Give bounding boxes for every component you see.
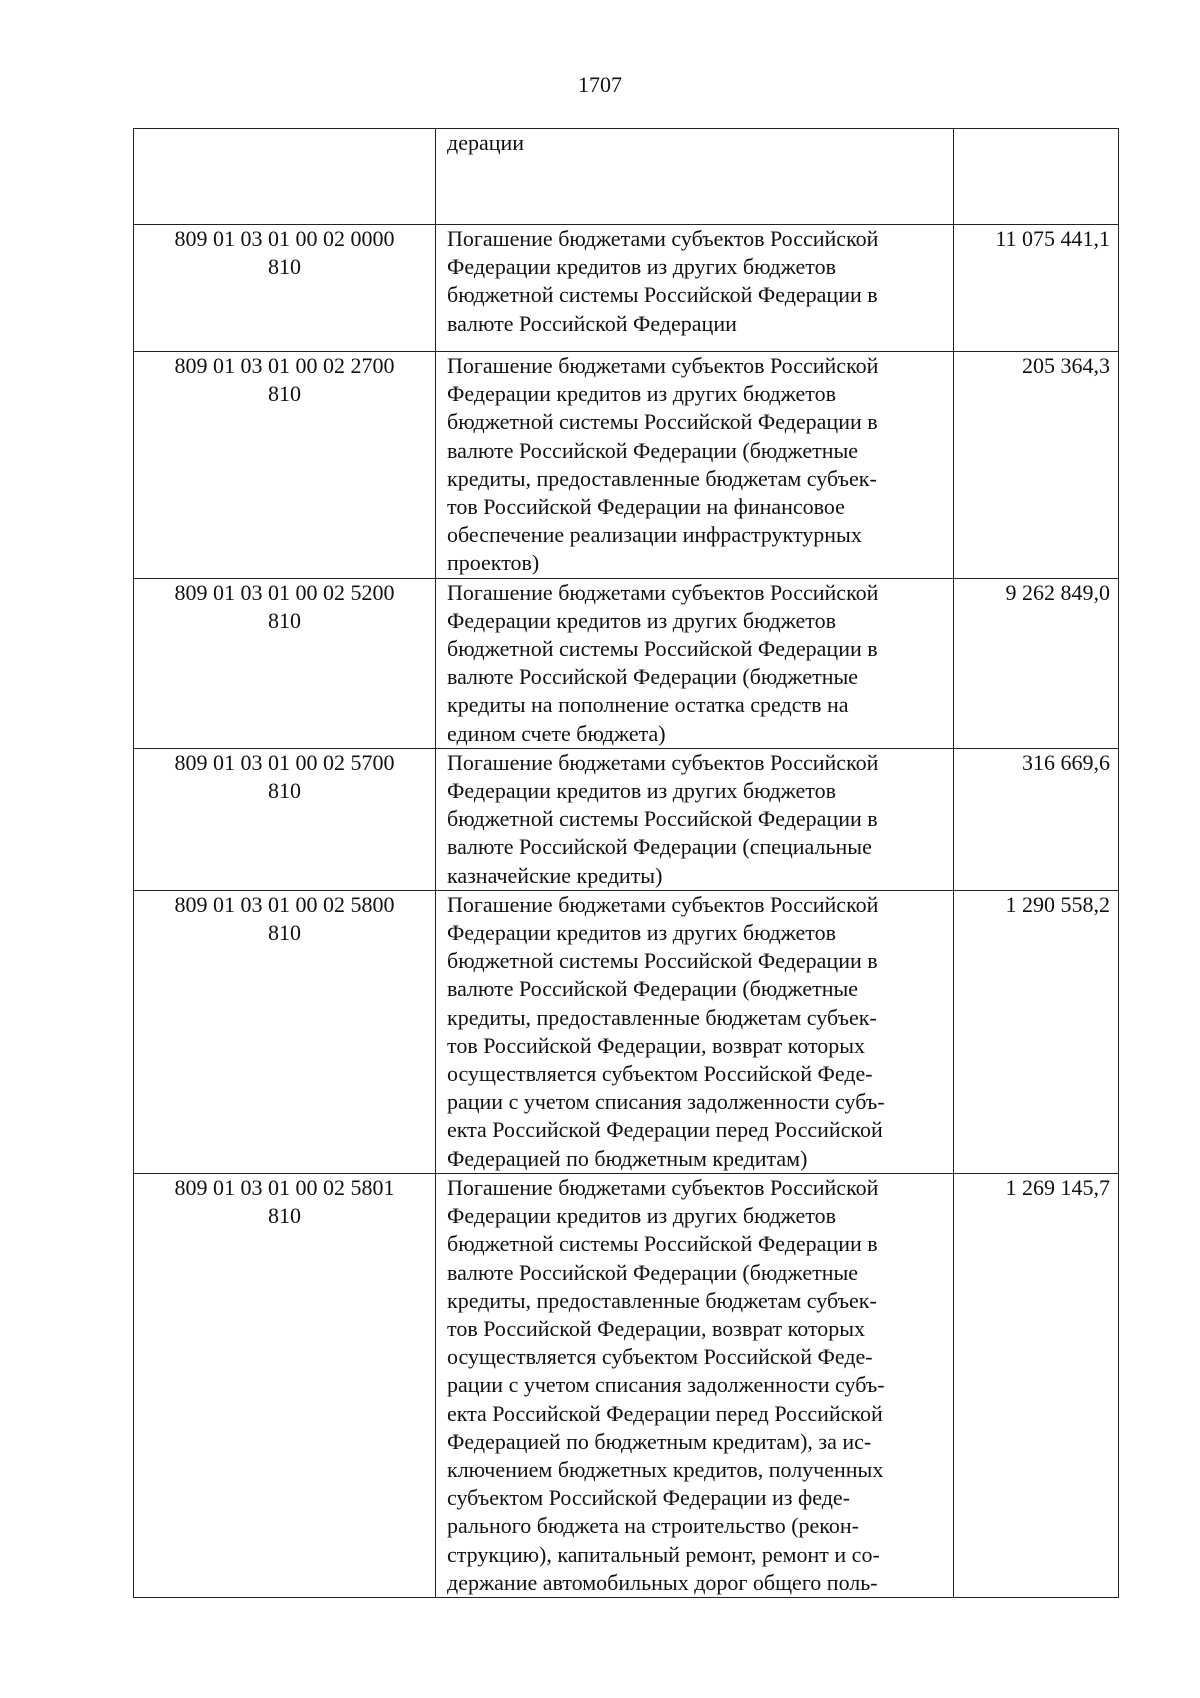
name-cell [436, 225, 954, 352]
name-line: дерации [447, 130, 525, 155]
name-line: Федерацией по бюджетным кредитам), за ис- [447, 1428, 872, 1454]
name-line: едином счете бюджета) [447, 720, 666, 746]
sum-cell [954, 129, 1119, 225]
code-cell [134, 225, 436, 352]
name-line: валюте Российской Федерации (бюджетные [447, 1259, 859, 1285]
name-line: рации с учетом списания задолженности субъ- [447, 1089, 885, 1115]
name-line: Федерации кредитов из других бюджетов [447, 254, 836, 280]
name-line: Погашение бюджетами субъектов Российской [447, 579, 879, 605]
name-line: тов Российской Федерации, возврат которых [447, 1315, 866, 1341]
name-line: Погашение бюджетами субъектов Российской [447, 1174, 879, 1200]
name-line: валюте Российской Федерации (бюджетные [447, 976, 859, 1002]
name-line: екта Российской Федерации перед Российской [447, 1117, 883, 1143]
sum-cell: 11 075 441,1 [954, 225, 1119, 352]
code-line: 809 01 03 01 00 02 5800 [174, 891, 395, 917]
name-line: бюджетной системы Российской Федерации в [447, 409, 878, 435]
name-line: обеспечение реализации инфраструктурных [447, 522, 862, 548]
table-row [134, 225, 1119, 352]
name-cell [436, 352, 954, 579]
code-line: 810 [268, 607, 301, 633]
sum-cell: 9 262 849,0 [954, 578, 1119, 748]
table-row [134, 748, 1119, 890]
name-line: струкцию), капитальный ремонт, ремонт и со- [447, 1541, 880, 1567]
code-cell [134, 578, 436, 748]
name-line: субъектом Российской Федерации из феде- [447, 1485, 850, 1511]
code-line: 809 01 03 01 00 02 5700 [174, 749, 395, 775]
name-line: Погашение бюджетами субъектов Российской [447, 226, 879, 251]
name-line: кредиты, предоставленные бюджетам субъек- [447, 465, 877, 491]
name-cell [436, 890, 954, 1173]
name-line: кредиты на пополнение остатка средств на [447, 692, 849, 718]
name-line: рации с учетом списания задолженности субъ- [447, 1372, 885, 1398]
name-line: валюте Российской Федерации [447, 310, 737, 336]
name-line: Погашение бюджетами субъектов Российской [447, 353, 879, 378]
name-cell [436, 1173, 954, 1597]
code-line: 809 01 03 01 00 02 5200 [174, 579, 395, 605]
name-line: валюте Российской Федерации (бюджетные [447, 437, 859, 463]
name-line: екта Российской Федерации перед Российской [447, 1400, 883, 1426]
name-line: ключением бюджетных кредитов, полученных [447, 1456, 884, 1482]
name-cell [436, 578, 954, 748]
code-line: 809 01 03 01 00 02 0000 [174, 226, 395, 251]
name-line: держание автомобильных дорог общего поль- [447, 1569, 878, 1595]
name-line: кредиты, предоставленные бюджетам субъек- [447, 1287, 877, 1313]
table-row [134, 1173, 1119, 1597]
name-line: бюджетной системы Российской Федерации в [447, 636, 878, 662]
code-line: 810 [268, 381, 301, 407]
name-line: казначейские кредиты) [447, 862, 663, 888]
sum-cell: 1 269 145,7 [954, 1173, 1119, 1597]
name-line: валюте Российской Федерации (специальные [447, 834, 872, 860]
code-cell [134, 890, 436, 1173]
name-line: проектов) [447, 550, 540, 576]
code-line: 810 [268, 254, 301, 280]
sum-cell: 316 669,6 [954, 748, 1119, 890]
sum-cell: 205 364,3 [954, 352, 1119, 579]
name-line: Погашение бюджетами субъектов Российской [447, 749, 879, 775]
table-row [134, 578, 1119, 748]
name-line: кредиты, предоставленные бюджетам субъек- [447, 1004, 877, 1030]
table-row [134, 352, 1119, 579]
table-row [134, 890, 1119, 1173]
code-line: 809 01 03 01 00 02 5801 [174, 1174, 395, 1200]
name-line: Федерации кредитов из других бюджетов [447, 778, 836, 804]
name-line: тов Российской Федерации на финансовое [447, 494, 845, 520]
name-line: тов Российской Федерации, возврат которых [447, 1032, 866, 1058]
name-line: Федерации кредитов из других бюджетов [447, 607, 836, 633]
budget-table [133, 128, 1119, 1598]
code-cell [134, 352, 436, 579]
code-cell [134, 1173, 436, 1597]
code-line: 810 [268, 1203, 301, 1229]
code-line: 809 01 03 01 00 02 2700 [174, 353, 395, 378]
table-row [134, 129, 1119, 225]
name-line: бюджетной системы Российской Федерации в [447, 948, 878, 974]
name-line: осуществляется субъектом Российской Феде- [447, 1061, 873, 1087]
name-line: бюджетной системы Российской Федерации в [447, 1231, 878, 1257]
name-line: осуществляется субъектом Российской Феде- [447, 1344, 873, 1370]
code-line: 810 [268, 920, 301, 946]
sum-cell: 1 290 558,2 [954, 890, 1119, 1173]
name-line: рального бюджета на строительство (рекон- [447, 1513, 859, 1539]
code-cell [134, 748, 436, 890]
name-line: бюджетной системы Российской Федерации в [447, 282, 878, 308]
code-line: 810 [268, 778, 301, 804]
name-line: бюджетной системы Российской Федерации в [447, 806, 878, 832]
name-line: Погашение бюджетами субъектов Российской [447, 891, 879, 917]
name-cell [436, 129, 954, 225]
name-line: Федерации кредитов из других бюджетов [447, 381, 836, 407]
name-line: валюте Российской Федерации (бюджетные [447, 664, 859, 690]
name-line: Федерации кредитов из других бюджетов [447, 1203, 836, 1229]
name-cell [436, 748, 954, 890]
code-cell [134, 129, 436, 225]
page-number: 1707 [578, 72, 622, 97]
name-line: Федерации кредитов из других бюджетов [447, 920, 836, 946]
name-line: Федерацией по бюджетным кредитам) [447, 1145, 808, 1171]
